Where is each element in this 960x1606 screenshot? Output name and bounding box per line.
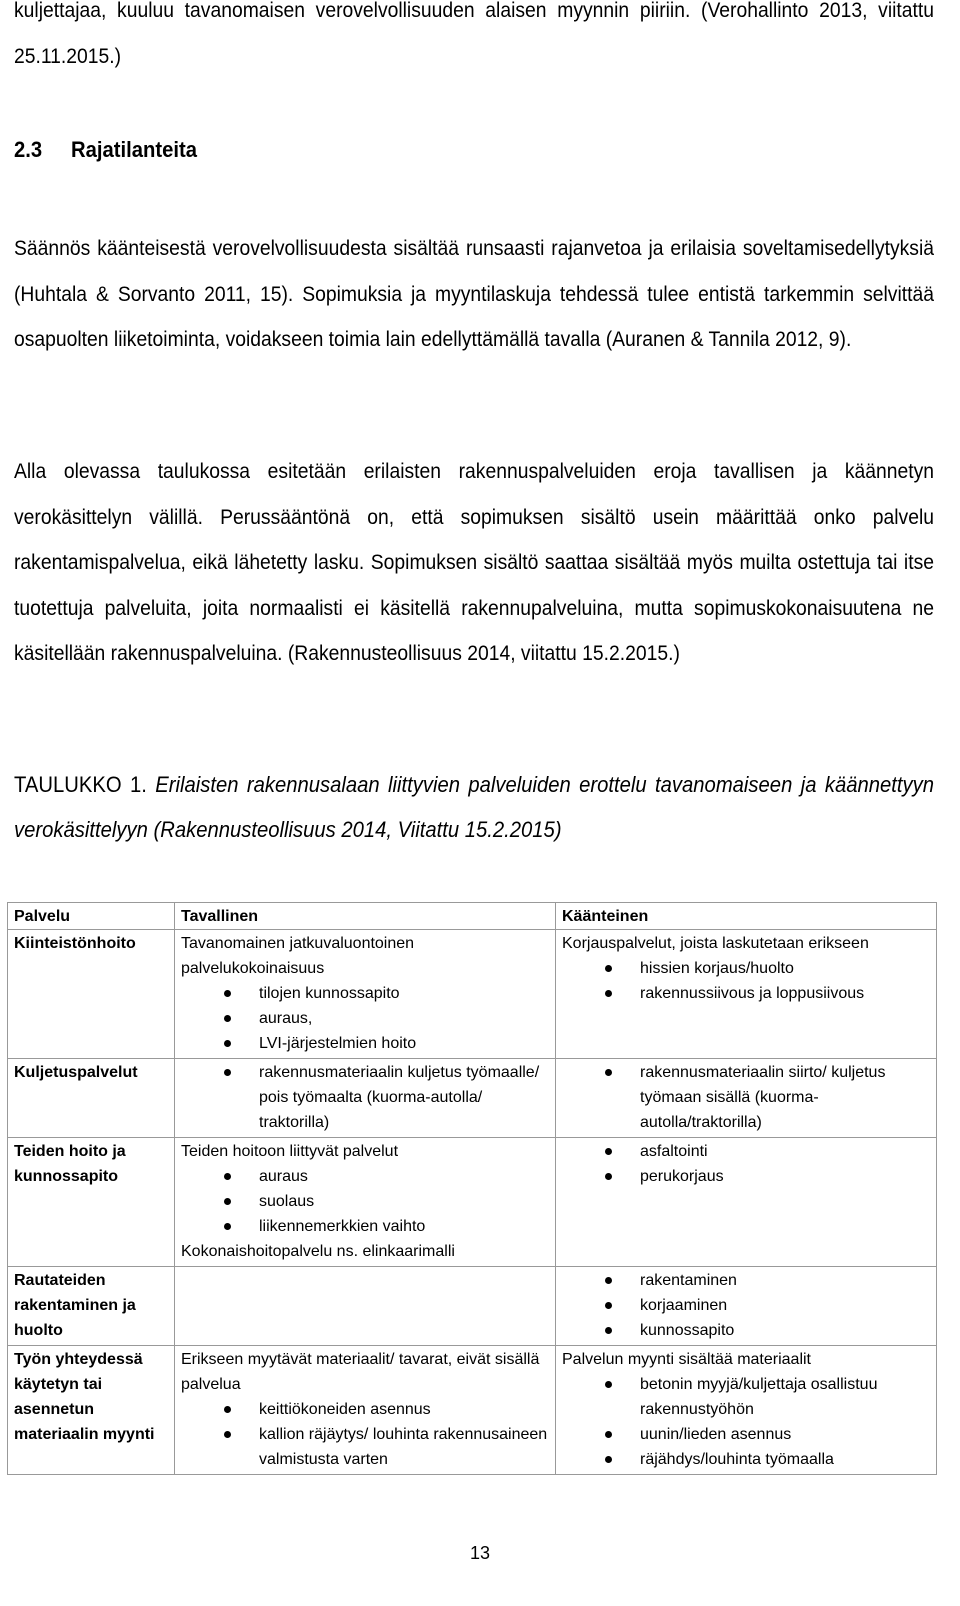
list-item: rakentaminen: [562, 1268, 930, 1293]
normal-list: [181, 1164, 549, 1239]
list-item: rakennussiivous ja loppusiivous: [562, 981, 930, 1006]
normal-cell: [175, 1138, 556, 1267]
normal-after-text: Kokonaishoitopalvelu ns. elinkaarimalli: [181, 1243, 455, 1260]
section-title: Rajatilanteita: [71, 137, 198, 162]
normal-text: Erikseen myytävät materiaalit/ tavarat, eivät sisällä palvelua: [181, 1351, 540, 1393]
table-header-row: [8, 903, 937, 930]
service-cell: Teiden hoito ja kunnossapito: [8, 1138, 175, 1267]
reverse-cell: [556, 1059, 937, 1138]
list-item: suolaus: [181, 1189, 549, 1214]
list-item: auraus: [181, 1164, 549, 1189]
table-row: [8, 1138, 937, 1267]
table-row: [8, 930, 937, 1059]
reverse-cell: [556, 1267, 937, 1346]
list-item: hissien korjaus/huolto: [562, 956, 930, 981]
reverse-list: [562, 1060, 930, 1135]
normal-list: [181, 981, 549, 1056]
list-item: räjähdys/louhinta työmaalla: [562, 1447, 930, 1472]
list-item: korjaaminen: [562, 1293, 930, 1318]
header-palvelu: Palvelu: [8, 903, 175, 930]
table-caption-title: Erilaisten rakennusalaan liittyvien palveluiden erottelu tavanomaiseen ja käännettyyn verokäsittelyyn (Rakennusteollisuus 2014, Viitattu 15.2.2015): [14, 772, 934, 842]
list-item: rakennusmateriaalin kuljetus työmaalle/ pois työmaalta (kuorma-autolla/ traktorilla): [181, 1060, 549, 1135]
normal-cell: [175, 930, 556, 1059]
list-item: uunin/lieden asennus: [562, 1422, 930, 1447]
header-tavallinen: Tavallinen: [175, 903, 556, 930]
list-item: keittiökoneiden asennus: [181, 1397, 549, 1422]
list-item: LVI-järjestelmien hoito: [181, 1031, 549, 1056]
table-row: [8, 1346, 937, 1475]
paragraph-1-text: Säännös käänteisestä verovelvollisuudesta sisältää runsaasti rajanvetoa ja erilaisia soveltamisedellytyksiä (Huhtala & Sorvanto 2011, 15). Sopimuksia ja myyntilaskuja tehdessä tulee entistä tarkemmin selvittää osapuolten liiketoiminta, voidakseen toimia lain edellyttämällä tavalla (Auranen & Tannila 2012, 9).: [14, 237, 934, 351]
paragraph-1: [14, 226, 934, 363]
list-item: tilojen kunnossapito: [181, 981, 549, 1006]
normal-text: Tavanomainen jatkuvaluontoinen palvelukokoinaisuus: [181, 935, 415, 977]
page-number: 13: [469, 1543, 491, 1563]
table-caption: [14, 762, 934, 852]
list-item: auraus,: [181, 1006, 549, 1031]
table-caption-label: TAULUKKO 1.: [14, 772, 147, 797]
list-item: asfaltointi: [562, 1139, 930, 1164]
reverse-cell: [556, 1138, 937, 1267]
service-cell: Kiinteistönhoito: [8, 930, 175, 1059]
list-item: rakennusmateriaalin siirto/ kuljetus työmaan sisällä (kuorma-autolla/traktorilla): [562, 1060, 930, 1135]
paragraph-2-text: Alla olevassa taulukossa esitetään erilaisten rakennuspalveluiden eroja tavallisen ja käännetyn verokäsittelyn välillä. Perussääntönä on, että sopimuksen sisältö usein määrittää onko palvelu rakentamispalvelua, eikä lähetetty lasku. Sopimuksen sisältö saattaa sisältää myös muilta ostettuja tai itse tuotettuja palveluita, joita normaalisti ei käsitellä rakennupalveluina, mutta sopimuskokonaisuutena ne käsitellään rakennuspalveluina. (Rakennusteollisuus 2014, viitattu 15.2.2015.): [14, 460, 934, 665]
reverse-list: [562, 956, 930, 1006]
intro-text: kuljettajaa, kuuluu tavanomaisen verovelvollisuuden alaisen myynnin piiriin. (Verohallinto 2013, viitattu 25.11.2015.): [14, 0, 934, 68]
reverse-text: Palvelun myynti sisältää materiaalit: [562, 1351, 811, 1368]
service-cell: Kuljetuspalvelut: [8, 1059, 175, 1138]
reverse-list: [562, 1139, 930, 1189]
table-row: [8, 1267, 937, 1346]
reverse-list: [562, 1372, 930, 1472]
list-item: liikennemerkkien vaihto: [181, 1214, 549, 1239]
normal-list: [181, 1397, 549, 1472]
service-cell: Työn yhteydessä käytetyn tai asennetun materiaalin myynti: [8, 1346, 175, 1475]
reverse-list: [562, 1268, 930, 1343]
services-table: [7, 902, 937, 1475]
reverse-cell: [556, 930, 937, 1059]
section-heading: [14, 137, 197, 163]
list-item: betonin myyjä/kuljettaja osallistuu rakennustyöhön: [562, 1372, 930, 1422]
intro-paragraph: [14, 0, 934, 79]
header-kaanteinen: Käänteinen: [556, 903, 937, 930]
normal-text: Teiden hoitoon liittyvät palvelut: [181, 1143, 399, 1160]
reverse-cell: [556, 1346, 937, 1475]
list-item: perukorjaus: [562, 1164, 930, 1189]
normal-cell: [175, 1267, 556, 1346]
section-number: 2.3: [14, 137, 43, 162]
reverse-text: Korjauspalvelut, joista laskutetaan erikseen: [562, 935, 869, 952]
service-cell: Rautateiden rakentaminen ja huolto: [8, 1267, 175, 1346]
list-item: kallion räjäytys/ louhinta rakennusaineen valmistusta varten: [181, 1422, 549, 1472]
table-row: [8, 1059, 937, 1138]
normal-list: [181, 1060, 549, 1135]
normal-cell: [175, 1059, 556, 1138]
paragraph-2: [14, 449, 934, 677]
normal-cell: [175, 1346, 556, 1475]
list-item: kunnossapito: [562, 1318, 930, 1343]
